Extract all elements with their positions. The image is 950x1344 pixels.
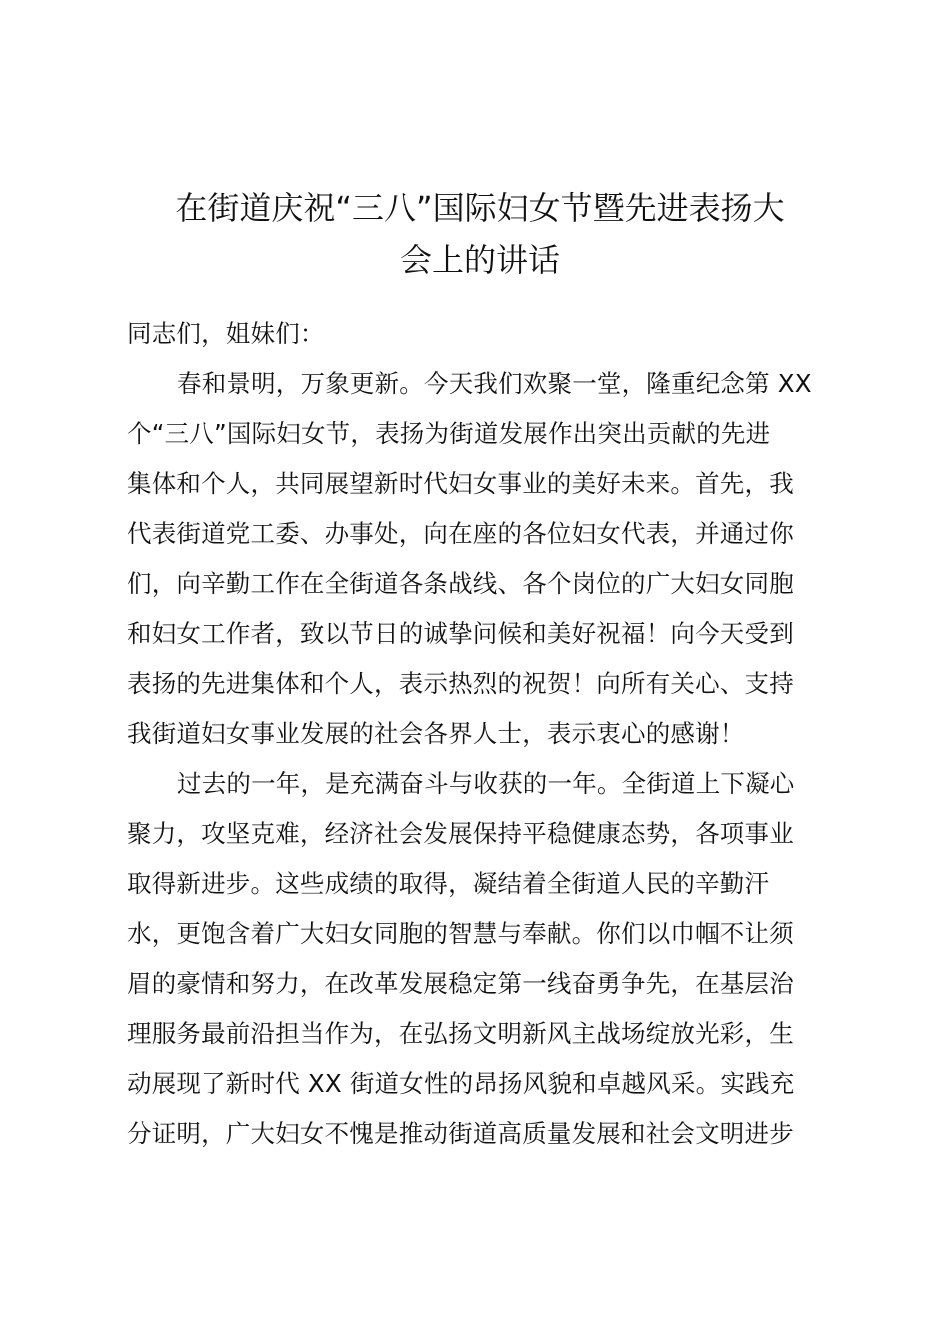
document-title [100, 182, 860, 286]
paragraph-line: 表扬的先进集体和个人，表示热烈的祝贺！向所有关心、支持 [127, 669, 794, 698]
title-line-2: 会上的讲话 [399, 241, 560, 279]
paragraph-1 [127, 359, 837, 759]
paragraph-line: 动展现了新时代 XX 街道女性的昂扬风貌和卓越风采。实践充 [127, 1069, 795, 1098]
paragraph-line: 个“三八”国际妇女节，表扬为街道发展作出突出贡献的先进 [127, 419, 771, 448]
title-line-1: 在街道庆祝“三八”国际妇女节暨先进表扬大 [175, 189, 785, 227]
paragraph-line: 理服务最前沿担当作为，在弘扬文明新风主战场绽放光彩，生 [127, 1019, 794, 1048]
paragraph-line: 眉的豪情和努力，在改革发展稳定第一线奋勇争先，在基层治 [127, 969, 794, 998]
paragraph-line: 集体和个人，共同展望新时代妇女事业的美好未来。首先，我 [127, 469, 794, 498]
paragraph-line: 取得新进步。这些成绩的取得，凝结着全街道人民的辛勤汗 [127, 869, 770, 898]
paragraph-line: 水，更饱含着广大妇女同胞的智慧与奉献。你们以巾帼不让须 [127, 919, 794, 948]
salutation: 同志们，姐妹们： [127, 319, 325, 348]
document-body [127, 309, 837, 1159]
paragraph-line: 聚力，攻坚克难，经济社会发展保持平稳健康态势，各项事业 [127, 819, 794, 848]
paragraph-line: 春和景明，万象更新。今天我们欢聚一堂，隆重纪念第 XX [177, 369, 812, 398]
paragraph-line: 代表街道党工委、办事处，向在座的各位妇女代表，并通过你 [127, 519, 794, 548]
paragraph-line: 过去的一年，是充满奋斗与收获的一年。全街道上下凝心 [177, 769, 795, 798]
paragraph-2 [127, 759, 837, 1159]
paragraph-line: 们，向辛勤工作在全街道各条战线、各个岗位的广大妇女同胞 [127, 569, 794, 598]
paragraph-line: 和妇女工作者，致以节日的诚挚问候和美好祝福！向今天受到 [127, 619, 794, 648]
paragraph-line: 分证明，广大妇女不愧是推动街道高质量发展和社会文明进步 [127, 1119, 794, 1148]
paragraph-line: 我街道妇女事业发展的社会各界人士，表示衷心的感谢！ [127, 719, 745, 748]
